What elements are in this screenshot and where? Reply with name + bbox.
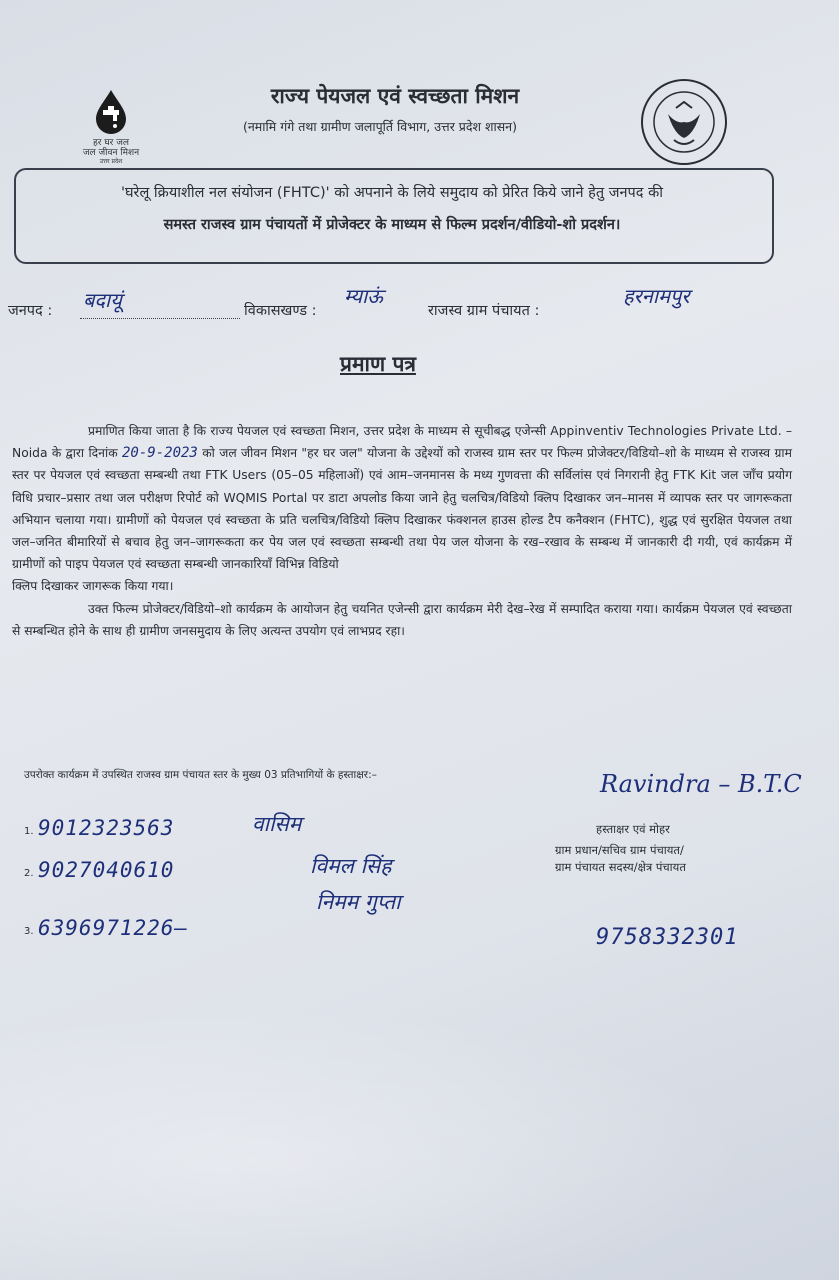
participant-phone: 6396971226– (38, 916, 189, 940)
logo-caption-3: उत्तर प्रदेश (99, 158, 123, 165)
page-subtitle: (नमामि गंगे तथा ग्रामीण जलापूर्ति विभाग, उत्तर प्रदेश शासन) (242, 119, 517, 134)
signatory-role-1: ग्राम प्रधान/सचिव ग्राम पंचायत/ (555, 843, 684, 857)
har-ghar-jal-logo (66, 88, 156, 165)
program-date: 20-9-2023 (122, 445, 198, 462)
paragraph-1 (12, 420, 792, 575)
paragraph-3 (12, 598, 792, 642)
participant-number: 3. (24, 926, 34, 937)
paper-glare (0, 980, 839, 1280)
location-fields (8, 282, 828, 322)
participant-number: 2. (24, 868, 34, 879)
water-drop-tap-icon (86, 88, 136, 138)
banner-line-1: 'घरेलू क्रियाशील नल संयोजन (FHTC)' को अपनाने के लिये समुदाय को प्रेरित किये जाने हेतु जनपद की (121, 185, 663, 201)
page-title: राज्य पेयजल एवं स्वच्छता मिशन (270, 83, 520, 108)
participant-phone: 9027040610 (38, 858, 175, 882)
participant-phone: 9012323563 (38, 816, 175, 840)
logo-caption-2: जल जीवन मिशन (82, 148, 140, 158)
district-dotted-line (80, 318, 240, 319)
participant-signature: विमल सिंह (310, 854, 392, 878)
participants-intro: उपरोक्त कार्यक्रम में उपस्थित राजस्व ग्राम पंचायत स्तर के मुख्य 03 प्रतिभागियों के हस्ताक्षर:– (24, 769, 377, 781)
state-emblem-icon (640, 78, 728, 166)
paragraph-3-text: उक्त फिल्म प्रोजेक्टर/विडियो–शो कार्यक्रम के आयोजन हेतु चयनित एजेन्सी द्वारा कार्यक्रम मेरी देख–रेख में सम्पादित कराया गया। कार्यक्रम पेयजल एवं स्वच्छता से सम्बन्धित होने के साथ ही ग्रामीण जनसमुदाय के लिए अत्यन्त उपयोग एवं लाभप्रद रहा। (12, 601, 792, 638)
logo-caption-1: हर घर जल (93, 138, 129, 148)
signatory-signature: Ravindra – B.T.C (600, 770, 802, 798)
signature-seal-label: हस्ताक्षर एवं मोहर (596, 822, 670, 836)
signatory-phone: 9758332301 (596, 925, 739, 950)
district-label: जनपद : (8, 303, 53, 319)
participant-signature: निमम गुप्ता (316, 890, 401, 914)
banner-line-2: समस्त राजस्व ग्राम पंचायतों में प्रोजेक्टर के माध्यम से फिल्म प्रदर्शन/वीडियो-शो प्रदर्शन। (163, 217, 621, 233)
district-value: बदायूं (83, 288, 122, 312)
signatory-role-2: ग्राम पंचायत सदस्य/क्षेत्र पंचायत (555, 860, 686, 874)
paragraph-1-part-a: प्रमाणित किया जाता है कि राज्य पेयजल एवं स्वच्छता मिशन, उत्तर प्रदेश के माध्यम से सूचीबद्ध एजेन्सी Appinventiv Technologies Private Ltd. – Noida के द्वारा दिनांक (12, 424, 792, 461)
participant-number: 1. (24, 826, 34, 837)
paragraph-2: क्लिप दिखाकर जागरूक किया गया। (12, 579, 174, 594)
certificate-body (12, 420, 792, 642)
up-government-seal (640, 78, 728, 166)
panchayat-label: राजस्व ग्राम पंचायत : (428, 303, 540, 319)
participant-signature: वासिम (252, 812, 302, 836)
panchayat-value: हरनामपुर (623, 284, 690, 308)
certificate-title: प्रमाण पत्र (340, 351, 416, 376)
block-value: म्याऊं (344, 284, 383, 308)
paragraph-1-part-b: को जल जीवन मिशन "हर घर जल" योजना के उद्देश्यों को राजस्व ग्राम स्तर पर फिल्म प्रोजेक्टर/विडियो–शो के माध्यम से राजस्व ग्राम स्तर पर पेयजल एवं स्वच्छता सम्बन्धी तथा FTK Users (05–05 महिलाओं) एवं आम–जनमानस के मध्य गुणवत्ता की सर्विलांस एवं निगरानी हेतु FTK Kit जल जाँच प्रयोग विधि प्रचार–प्रसार तथा जल परीक्षण रिपोर्ट को WQMIS Portal पर डाटा अपलोड किया जाने हेतु चलचित्र/विडियो क्लिप दिखाकर जन–मानस में व्यापक स्तर पर जागरूकता अभियान चलाया गया। ग्रामीणों को पेयजल एवं स्वच्छता के प्रति चलचित्र/विडियो क्लिप दिखाकर फंक्शनल हाउस होल्ड टैप कनैक्शन (FHTC), शुद्ध एवं सुरक्षित पेयजल तथा जल–जनित बीमारियों से बचाव हेतु जन–जागरूकता कर पेय जल एवं स्वच्छता सम्बन्धी तथा पेय जल योजना के रख–रखाव के सम्बन्ध में जानकारी दी गयी, एवं कार्यक्रम में ग्रामीणों को पाइप पेयजल एवं स्वच्छता सम्बन्धी जानकारियाँ विभिन्न विडियो (12, 446, 792, 572)
block-label: विकासखण्ड : (244, 303, 317, 319)
